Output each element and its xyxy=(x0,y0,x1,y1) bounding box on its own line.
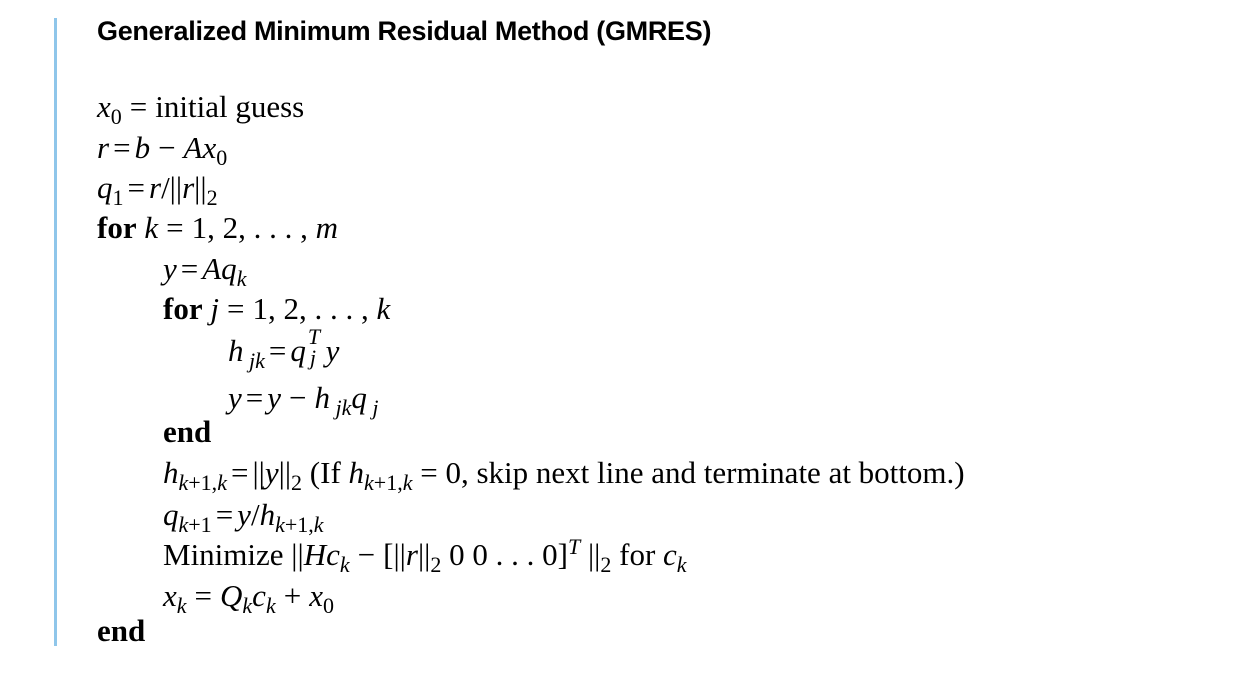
initial-guess-text: initial guess xyxy=(155,89,305,124)
line-h-jk: h $_{jk}$ = q T j y xyxy=(228,324,340,373)
line-initial-guess: $x_0$ = initial guess xyxy=(97,89,305,129)
page-title: Generalized Minimum Residual Method (GMRES) xyxy=(97,16,712,46)
line-end-inner xyxy=(163,414,211,450)
line-xk: $x_k = Q_kc_k + x_0$ xyxy=(163,578,334,618)
line-y-update: y = y − h $_{jk}$q $_j$ xyxy=(228,380,379,420)
line-q-k1: $q_{k+1} = y/h_{k+1,k}$ xyxy=(163,497,324,537)
end-keyword: end xyxy=(163,414,212,449)
line-y-aq: $y = Aq_k$ xyxy=(163,251,247,291)
line-residual: $r = b - Ax_0$ xyxy=(97,130,228,170)
end-keyword: end xyxy=(97,613,146,648)
for-keyword: for xyxy=(97,210,137,245)
line-minimize: Minimize $||Hc_k - [||r||_2$ 0 0 . . . 0]$^T$ $||_2$ for $c_k$ xyxy=(163,534,687,577)
line-h-k1k: $h_{k+1,k} = ||y||_2$ (If $h_{k+1,k} = 0$, skip next line and terminate at bottom.) xyxy=(163,455,965,495)
for-keyword: for xyxy=(163,291,203,326)
line-for-j: for j = 1, 2, . . . , k xyxy=(163,291,391,326)
minimize-text: Minimize xyxy=(163,537,284,572)
left-accent-rule xyxy=(54,18,57,646)
line-q1: $q_1 = r/||r||_2$ xyxy=(97,170,218,210)
line-end-outer xyxy=(97,613,145,649)
line-for-k: for k = 1, 2, . . . , m xyxy=(97,210,338,245)
